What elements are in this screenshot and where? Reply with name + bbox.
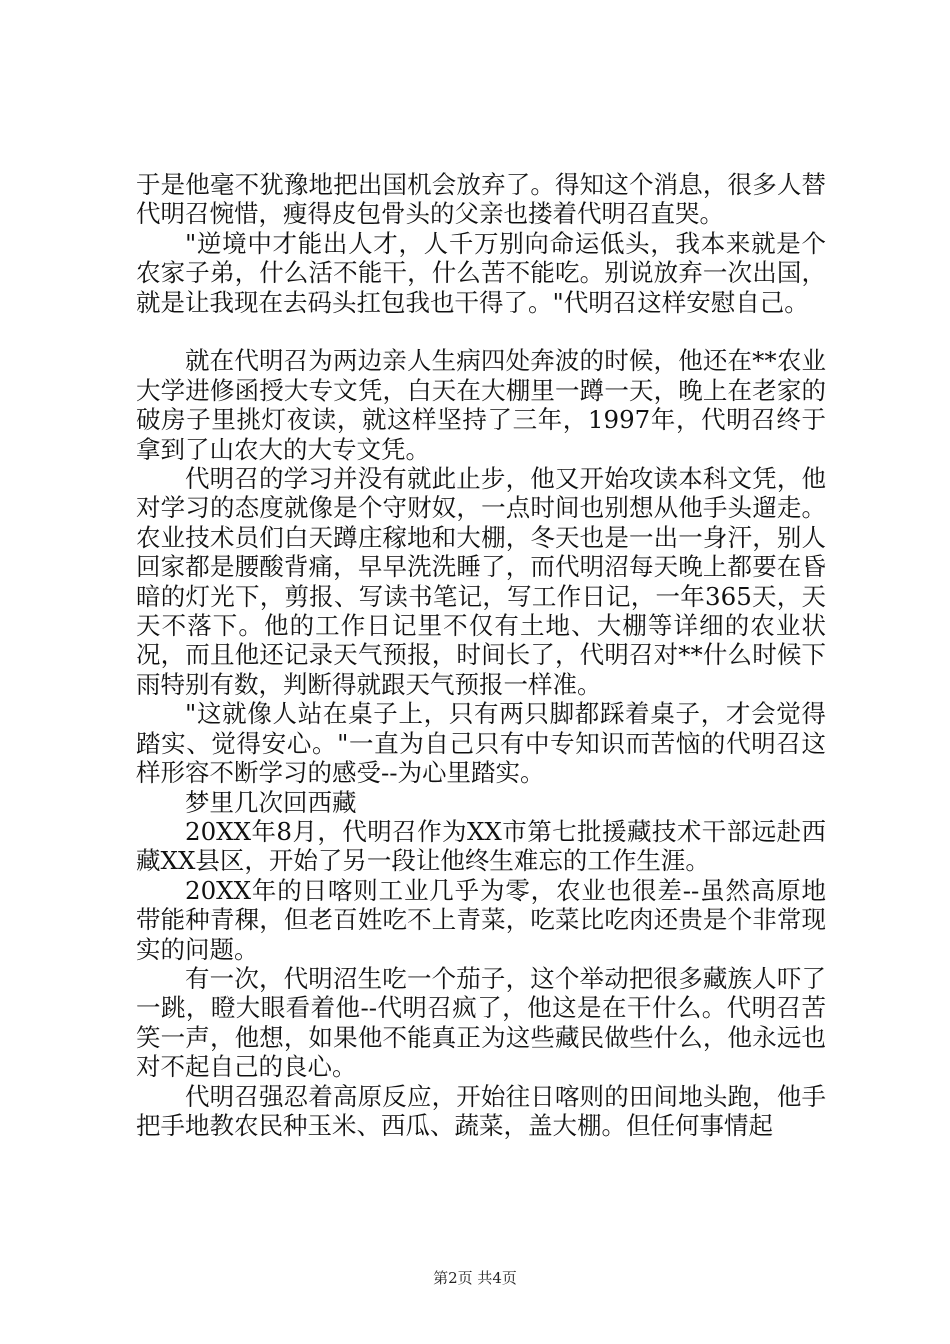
section-heading: 梦里几次回西藏: [185, 787, 357, 817]
page-footer: [0, 1268, 950, 1288]
paragraph-1: 于是他毫不犹豫地把出国机会放弃了。得知这个消息，很多人替代明召惋惜，瘦得皮包骨头的父亲也搂着代明召直哭。: [136, 170, 826, 229]
page-number: 第2页 共4页: [433, 1269, 517, 1287]
paragraph-7: 20XX年的日喀则工业几乎为零，农业也很差--虽然高原地带能种青稞，但老百姓吃不上青菜，吃菜比吃肉还贵是个非常现实的问题。: [136, 875, 826, 964]
document-body: [136, 170, 826, 1140]
paragraph-4: 代明召的学习并没有就此止步，他又开始攻读本科文凭，他对学习的态度就像是个守财奴，一点时间也别想从他手头遛走。农业技术员们白天蹲庄稼地和大棚，冬天也是一出一身汗，别人回家都是腰酸背痛，早早洗洗睡了，而代明沼每天晚上都要在昏暗的灯光下，剪报、写读书笔记，写工作日记，一年365天，天天不落下。他的工作日记里不仅有土地、大棚等详细的农业状况，而且他还记录天气预报，时间长了，代明召对**什么时候下雨特别有数，判断得就跟天气预报一样准。: [136, 464, 826, 699]
paragraph-5: "这就像人站在桌子上，只有两只脚都踩着桌子，才会觉得踏实、觉得安心。"一直为自己只有中专知识而苦恼的代明召这样形容不断学习的感受--为心里踏实。: [136, 699, 826, 788]
paragraph-6: 20XX年8月，代明召作为XX市第七批援藏技术干部远赴西藏XX县区，开始了另一段让他终生难忘的工作生涯。: [136, 816, 826, 876]
paragraph-2: "逆境中才能出人才，人千万别向命运低头，我本来就是个农家子弟，什么活不能干，什么苦不能吃。别说放弃一次出国，就是让我现在去码头扛包我也干得了。"代明召这样安慰自己。: [136, 228, 826, 317]
paragraph-8: 有一次，代明沼生吃一个茄子，这个举动把很多藏族人吓了一跳，瞪大眼看着他--代明召疯了，他这是在干什么。代明召苦笑一声，他想，如果他不能真正为这些藏民做些什么，他永远也对不起自己的良心。: [136, 963, 826, 1082]
paragraph-9: 代明召强忍着高原反应，开始往日喀则的田间地头跑，他手把手地教农民种玉米、西瓜、蔬菜，盖大棚。但任何事情起: [136, 1081, 826, 1140]
paragraph-3: 就在代明召为两边亲人生病四处奔波的时候，他还在**农业大学进修函授大专文凭，白天在大棚里一蹲一天，晚上在老家的破房子里挑灯夜读，就这样坚持了三年，1997年，代明召终于拿到了山农大的大专文凭。: [136, 346, 826, 464]
